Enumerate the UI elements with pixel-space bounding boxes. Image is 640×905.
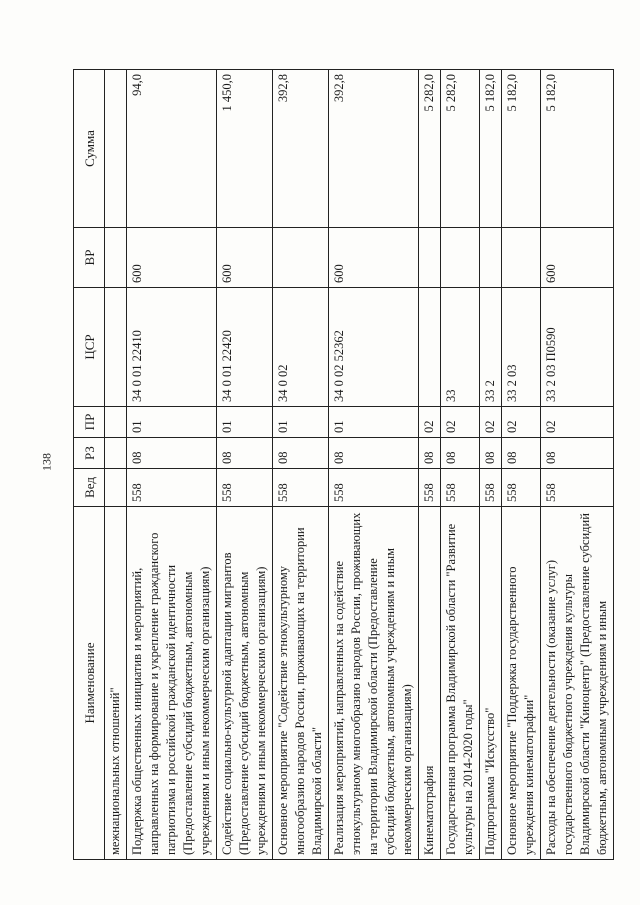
cell-ved: 558 xyxy=(502,469,541,507)
header-pr: ПР xyxy=(74,407,105,438)
header-ved: Вед xyxy=(74,469,105,507)
table-row xyxy=(541,70,614,860)
cell-sum: 5 182,0 xyxy=(502,70,541,228)
cell-name: Содействие социально-культурной адаптации мигрантов (Предоставление субсидий бюджетным, автономным учреждениям и иным некоммерческим организациям) xyxy=(217,507,273,860)
cell-pr xyxy=(105,407,127,438)
cell-sum: 5 182,0 xyxy=(541,70,614,228)
table-row xyxy=(441,70,480,860)
cell-csr xyxy=(419,288,441,407)
cell-rz: 08 xyxy=(441,438,480,469)
cell-ved: 558 xyxy=(329,469,419,507)
cell-ved: 558 xyxy=(217,469,273,507)
cell-name: Основное мероприятие "Поддержка государственного учреждения кинематографии" xyxy=(502,507,541,860)
cell-name: Подпрограмма "Искусство" xyxy=(480,507,502,860)
table-row xyxy=(480,70,502,860)
header-name: Наименование xyxy=(74,507,105,860)
cell-csr: 34 0 01 22410 xyxy=(127,288,217,407)
cell-rz: 08 xyxy=(329,438,419,469)
cell-pr: 02 xyxy=(541,407,614,438)
header-csr: ЦСР xyxy=(74,288,105,407)
cell-csr: 33 2 xyxy=(480,288,502,407)
rotated-page-content xyxy=(73,70,609,860)
table-row xyxy=(419,70,441,860)
cell-vr xyxy=(105,228,127,288)
cell-name: Реализация мероприятий, направленных на содействие этнокультурному многообразию народов России, проживающих на территории Владимирской области (Предоставление субсидий бюджетным, автономным учреждениям и иным некоммерческим организациям) xyxy=(329,507,419,860)
table-row xyxy=(105,70,127,860)
header-rz: РЗ xyxy=(74,438,105,469)
cell-pr: 02 xyxy=(480,407,502,438)
cell-csr: 33 2 03 xyxy=(502,288,541,407)
cell-rz: 08 xyxy=(419,438,441,469)
cell-vr xyxy=(441,228,480,288)
cell-vr xyxy=(480,228,502,288)
cell-vr: 600 xyxy=(217,228,273,288)
cell-vr xyxy=(273,228,329,288)
cell-sum: 5 282,0 xyxy=(441,70,480,228)
cell-vr xyxy=(419,228,441,288)
cell-rz: 08 xyxy=(273,438,329,469)
cell-ved: 558 xyxy=(541,469,614,507)
cell-name: Государственная программа Владимирской области "Развитие культуры на 2014-2020 годы" xyxy=(441,507,480,860)
cell-rz xyxy=(105,438,127,469)
cell-name: Поддержка общественных инициатив и мероприятий, направленных на формирование и укрепление гражданского патриотизма и российской гражданской идентичности (Предоставление субсидий бюджетным, автономным учреждениям и иным некоммерческим организациям) xyxy=(127,507,217,860)
cell-ved xyxy=(105,469,127,507)
table-row xyxy=(329,70,419,860)
header-sum: Сумма xyxy=(74,70,105,228)
table-row xyxy=(217,70,273,860)
table-row xyxy=(502,70,541,860)
cell-sum: 392,8 xyxy=(329,70,419,228)
header-vr: ВР xyxy=(74,228,105,288)
cell-ved: 558 xyxy=(441,469,480,507)
cell-name: Кинематография xyxy=(419,507,441,860)
cell-vr: 600 xyxy=(127,228,217,288)
cell-pr: 01 xyxy=(329,407,419,438)
cell-sum: 5 282,0 xyxy=(419,70,441,228)
page-number: 138 xyxy=(39,453,54,471)
cell-vr xyxy=(502,228,541,288)
table-row xyxy=(127,70,217,860)
cell-csr: 33 2 03 П0590 xyxy=(541,288,614,407)
cell-rz: 08 xyxy=(127,438,217,469)
cell-csr xyxy=(105,288,127,407)
cell-rz: 08 xyxy=(541,438,614,469)
cell-name: Основное мероприятие "Содействие этнокультурному многообразию народов России, проживающих на территории Владимирской области" xyxy=(273,507,329,860)
table-row xyxy=(273,70,329,860)
budget-table xyxy=(73,69,614,860)
cell-pr: 01 xyxy=(217,407,273,438)
cell-sum: 1 450,0 xyxy=(217,70,273,228)
cell-csr: 34 0 02 52362 xyxy=(329,288,419,407)
cell-rz: 08 xyxy=(480,438,502,469)
cell-sum: 94,0 xyxy=(127,70,217,228)
cell-sum xyxy=(105,70,127,228)
cell-csr: 33 xyxy=(441,288,480,407)
cell-pr: 01 xyxy=(273,407,329,438)
cell-ved: 558 xyxy=(273,469,329,507)
cell-vr: 600 xyxy=(329,228,419,288)
cell-ved: 558 xyxy=(127,469,217,507)
cell-rz: 08 xyxy=(217,438,273,469)
cell-name: Расходы на обеспечение деятельности (оказание услуг) государственного бюджетного учреждения культуры Владимирской области "Киноцентр" (Предоставление субсидий бюджетным, автономным учреждениям и иным xyxy=(541,507,614,860)
cell-vr: 600 xyxy=(541,228,614,288)
cell-pr: 02 xyxy=(419,407,441,438)
cell-sum: 392,8 xyxy=(273,70,329,228)
cell-rz: 08 xyxy=(502,438,541,469)
cell-pr: 01 xyxy=(127,407,217,438)
cell-pr: 02 xyxy=(441,407,480,438)
cell-name: межнациональных отношений" xyxy=(105,507,127,860)
cell-sum: 5 182,0 xyxy=(480,70,502,228)
cell-csr: 34 0 02 xyxy=(273,288,329,407)
cell-ved: 558 xyxy=(480,469,502,507)
cell-pr: 02 xyxy=(502,407,541,438)
cell-ved: 558 xyxy=(419,469,441,507)
table-header-row xyxy=(74,70,105,860)
cell-csr: 34 0 01 22420 xyxy=(217,288,273,407)
